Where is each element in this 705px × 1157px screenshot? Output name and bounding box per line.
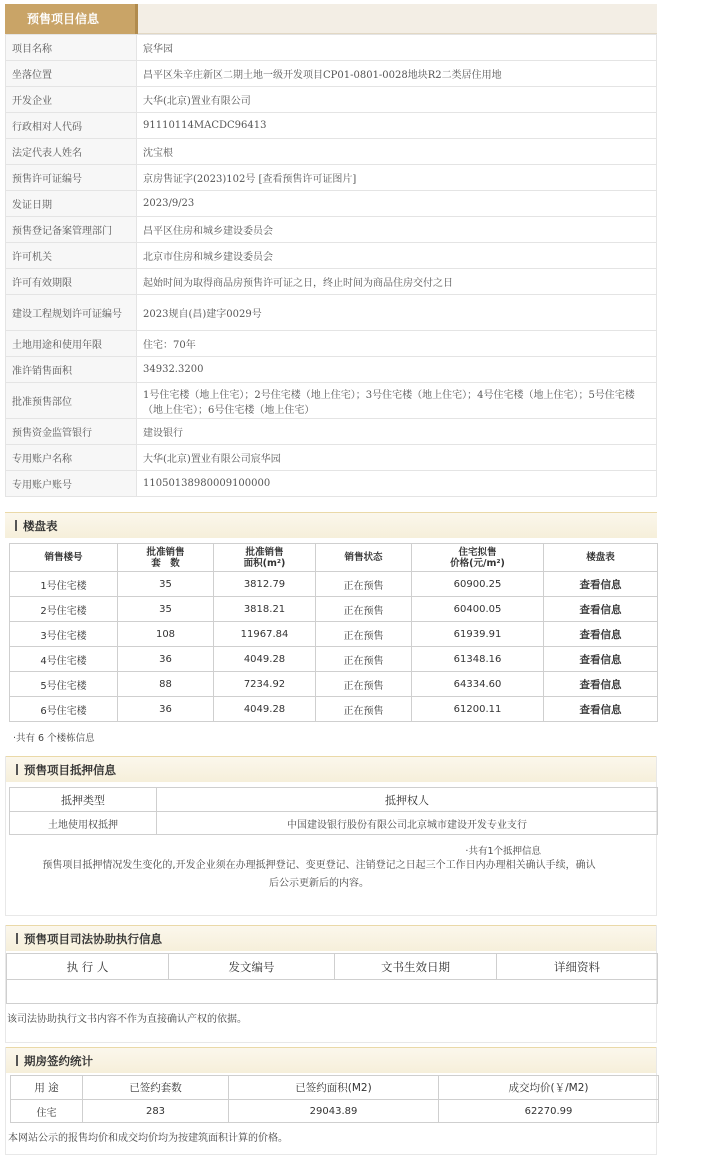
status-cell: 正在预售 [316,647,412,672]
table-row [10,597,658,622]
info-row [6,61,657,87]
judicial-header-row [7,954,658,980]
buildings-header-row [10,544,658,572]
col-area-line2: 面积(m²) [243,557,286,569]
contracts-note: 本网站公示的报售均价和成交均价均为按建筑面积计算的价格。 [8,1133,288,1144]
area-cell: 4049.28 [214,647,316,672]
info-row [6,471,657,497]
col-price-line2: 价格(元/m²) [450,557,505,569]
building-name-cell: 4号住宅楼 [10,647,118,672]
table-row [10,622,658,647]
info-value: 大华(北京)置业有限公司宸华园 [137,445,657,471]
units-cell: 35 [118,597,214,622]
view-info-link[interactable]: 查看信息 [544,647,658,672]
info-label: 发证日期 [6,191,137,217]
info-label: 土地用途和使用年限 [6,331,137,357]
info-row [6,445,657,471]
info-value: 住宅：70年 [137,331,657,357]
info-label: 专用账户名称 [6,445,137,471]
info-value: 91110114MACDC96413 [137,113,657,139]
col-building-table: 楼盘表 [544,544,658,572]
contracts-title: 期房签约统计 [24,1054,93,1068]
mortgage-desc-line2: 后公示更新后的内容。 [269,878,369,889]
info-label: 准许销售面积 [6,357,137,383]
units-cell: 36 [118,647,214,672]
info-label: 项目名称 [6,35,137,61]
info-row [6,295,657,331]
col-area-line1: 批准销售 [245,546,284,558]
area-cell: 7234.92 [214,672,316,697]
area-cell: 3818.21 [214,597,316,622]
info-row [6,243,657,269]
col-approved-units [118,544,214,572]
info-value: 北京市住房和城乡建设委员会 [137,243,657,269]
info-label: 预售许可证编号 [6,165,137,191]
buildings-title: 楼盘表 [23,519,58,533]
col-detail: 详细资料 [497,954,658,980]
info-label: 预售登记备案管理部门 [6,217,137,243]
price-cell: 64334.60 [412,672,544,697]
col-units-line2: 套 数 [151,557,180,569]
price-cell: 61200.11 [412,697,544,722]
units-cell: 35 [118,572,214,597]
col-units-line1: 批准销售 [146,546,185,558]
use-cell: 住宅 [11,1100,83,1123]
signed-count-cell: 283 [83,1100,229,1123]
info-row [6,419,657,445]
info-row [6,217,657,243]
col-executor: 执 行 人 [7,954,169,980]
judicial-title: 预售项目司法协助执行信息 [24,932,162,946]
contracts-header-row [11,1076,659,1100]
building-name-cell: 1号住宅楼 [10,572,118,597]
units-cell: 108 [118,622,214,647]
area-cell: 11967.84 [214,622,316,647]
info-value: 2023/9/23 [137,191,657,217]
buildings-header [5,512,657,538]
judicial-section [5,925,657,1043]
info-label: 开发企业 [6,87,137,113]
area-cell: 3812.79 [214,572,316,597]
info-value: 京房售证字(2023)102号 [查看预售许可证图片] [137,165,657,191]
table-row-empty [7,980,658,1004]
table-row [10,697,658,722]
view-info-link[interactable]: 查看信息 [544,672,658,697]
building-name-cell: 3号住宅楼 [10,622,118,647]
mortgage-type-cell: 土地使用权抵押 [10,812,157,835]
table-row [10,672,658,697]
info-label: 坐落位置 [6,61,137,87]
info-label: 法定代表人姓名 [6,139,137,165]
status-cell: 正在预售 [316,597,412,622]
info-row [6,191,657,217]
info-value: 起始时间为取得商品房预售许可证之日，终止时间为商品住房交付之日 [137,269,657,295]
empty-cell [7,980,658,1004]
info-label: 专用账户账号 [6,471,137,497]
mortgage-table [9,787,658,835]
info-row [6,113,657,139]
view-info-link[interactable]: 查看信息 [544,597,658,622]
col-signed-count: 已签约套数 [83,1076,229,1100]
col-effective-date: 文书生效日期 [335,954,497,980]
info-value: 沈宝根 [137,139,657,165]
judicial-note: 该司法协助执行文书内容不作为直接确认产权的依据。 [7,1014,247,1025]
avg-price-cell: 62270.99 [439,1100,659,1123]
buildings-count: ·共有 6 个楼栋信息 [13,733,95,744]
info-value: 大华(北京)置业有限公司 [137,87,657,113]
contracts-table [10,1075,659,1123]
info-value: 宸华园 [137,35,657,61]
section-bar [16,764,18,775]
mortgage-count: ·共有1个抵押信息 [465,846,541,857]
price-cell: 61939.91 [412,622,544,647]
mortgage-header-row [10,788,658,812]
col-doc-no: 发文编号 [169,954,335,980]
col-mortgage-holder: 抵押权人 [157,788,658,812]
info-row [6,35,657,61]
col-building-name: 销售楼号 [10,544,118,572]
table-row [10,812,658,835]
info-label: 许可机关 [6,243,137,269]
area-cell: 4049.28 [214,697,316,722]
view-info-link[interactable]: 查看信息 [544,572,658,597]
info-label: 批准预售部位 [6,383,137,419]
mortgage-header [6,756,656,782]
status-cell: 正在预售 [316,622,412,647]
info-value: 11050138980009100000 [137,471,657,497]
info-value: 1号住宅楼（地上住宅）；2号住宅楼（地上住宅）；3号住宅楼（地上住宅）；4号住宅楼（地上住宅）；5号住宅楼（地上住宅）；6号住宅楼（地上住宅） [137,383,657,419]
mortgage-desc-line1: 预售项目抵押情况发生变化的,开发企业须在办理抵押登记、变更登记、注销登记之日起三个工作日内办理相关确认手续，确认 [42,860,596,871]
mortgage-description [6,857,656,893]
tab-project-info[interactable]: 预售项目信息 [5,4,138,34]
info-row [6,383,657,419]
price-cell: 60900.25 [412,572,544,597]
info-value: 建设银行 [137,419,657,445]
status-cell: 正在预售 [316,697,412,722]
mortgage-holder-cell: 中国建设银行股份有限公司北京城市建设开发专业支行 [157,812,658,835]
col-sale-status: 销售状态 [316,544,412,572]
info-label: 建设工程规划许可证编号 [6,295,137,331]
project-info-section [5,4,657,497]
building-name-cell: 2号住宅楼 [10,597,118,622]
contracts-section [5,1047,657,1155]
info-row [6,165,657,191]
price-cell: 61348.16 [412,647,544,672]
building-name-cell: 5号住宅楼 [10,672,118,697]
info-value: 昌平区朱辛庄新区二期土地一级开发项目CP01-0801-0028地块R2二类居住用地 [137,61,657,87]
buildings-section [5,512,657,746]
info-label: 预售资金监管银行 [6,419,137,445]
col-use: 用 途 [11,1076,83,1100]
signed-area-cell: 29043.89 [229,1100,439,1123]
info-value: 34932.3200 [137,357,657,383]
project-info-table [5,34,657,497]
col-signed-area: 已签约面积(M2) [229,1076,439,1100]
status-cell: 正在预售 [316,672,412,697]
col-planned-price [412,544,544,572]
view-info-link[interactable]: 查看信息 [544,622,658,647]
col-avg-price: 成交均价(￥/M2) [439,1076,659,1100]
mortgage-section [5,756,657,916]
col-price-line1: 住宅拟售 [458,546,497,558]
section-bar [16,1055,18,1066]
section-bar [15,520,17,531]
info-value: 2023规自(昌)建字0029号 [137,295,657,331]
view-info-link[interactable]: 查看信息 [544,697,658,722]
info-row [6,87,657,113]
info-tab-bar [5,4,657,34]
section-bar [16,933,18,944]
table-row [11,1100,659,1123]
info-label: 行政相对人代码 [6,113,137,139]
contracts-header [6,1047,656,1073]
buildings-table [9,543,658,722]
units-cell: 36 [118,697,214,722]
col-approved-area [214,544,316,572]
judicial-table [6,953,658,1004]
info-row [6,139,657,165]
info-row [6,357,657,383]
price-cell: 60400.05 [412,597,544,622]
info-value: 昌平区住房和城乡建设委员会 [137,217,657,243]
info-row [6,269,657,295]
mortgage-title: 预售项目抵押信息 [24,763,116,777]
units-cell: 88 [118,672,214,697]
status-cell: 正在预售 [316,572,412,597]
building-name-cell: 6号住宅楼 [10,697,118,722]
col-mortgage-type: 抵押类型 [10,788,157,812]
info-row [6,331,657,357]
table-row [10,572,658,597]
info-label: 许可有效期限 [6,269,137,295]
judicial-header [6,925,656,951]
table-row [10,647,658,672]
